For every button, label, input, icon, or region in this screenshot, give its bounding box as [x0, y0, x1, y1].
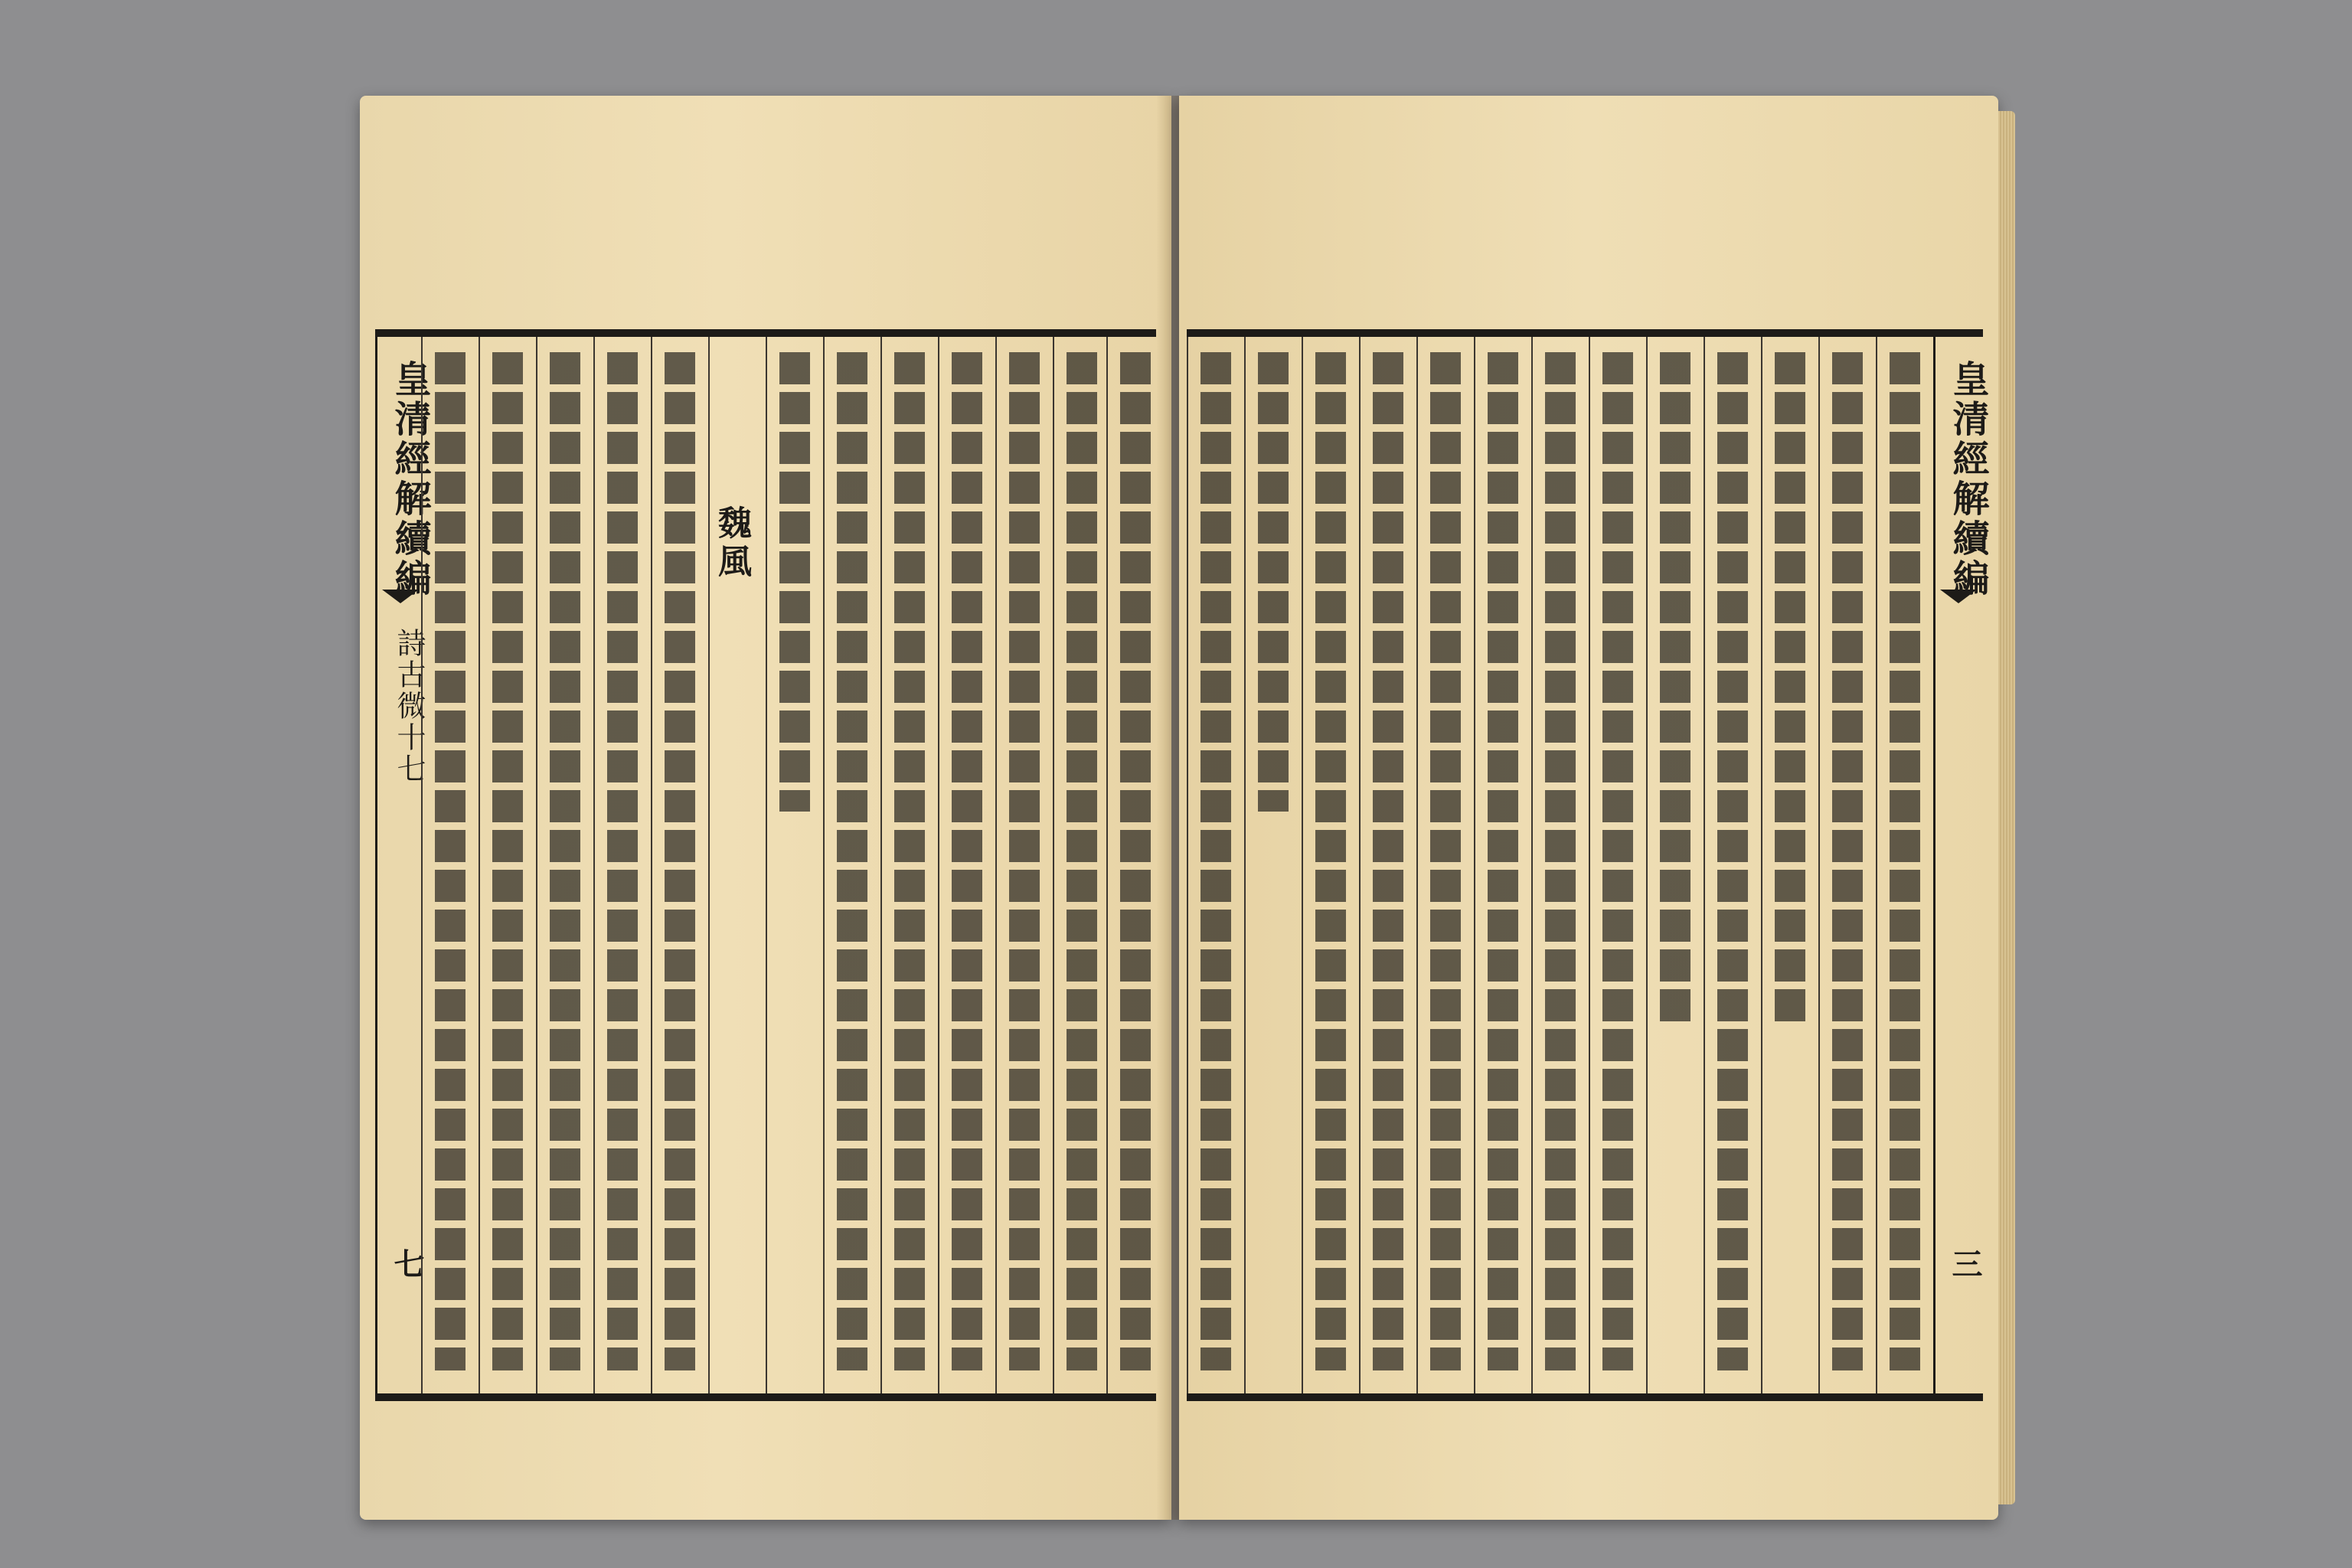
text-column	[1416, 337, 1472, 1393]
text-column	[766, 337, 821, 1393]
fish-tail-mark	[382, 590, 419, 603]
open-book	[360, 96, 1998, 1520]
text-column	[1818, 337, 1873, 1393]
text-column	[938, 337, 993, 1393]
text-column	[1106, 337, 1154, 1393]
text-column	[1646, 337, 1701, 1393]
left-page-number: 七	[389, 1248, 425, 1279]
text-column	[823, 337, 878, 1393]
left-center-strip	[375, 337, 431, 1393]
text-column	[1761, 337, 1816, 1393]
text-column	[1589, 337, 1644, 1393]
text-column	[1474, 337, 1529, 1393]
text-column	[708, 337, 763, 1393]
text-column	[1531, 337, 1586, 1393]
left-page	[360, 96, 1171, 1520]
text-column	[536, 337, 591, 1393]
text-column	[1302, 337, 1357, 1393]
text-column	[1876, 337, 1931, 1393]
text-column	[1704, 337, 1759, 1393]
text-column	[1359, 337, 1414, 1393]
fish-tail-mark	[1940, 590, 1977, 603]
left-text-frame	[375, 329, 1156, 1401]
text-column	[880, 337, 936, 1393]
left-folio: 詩古微十七	[392, 628, 426, 785]
text-column	[1244, 337, 1299, 1393]
right-text-frame	[1187, 329, 1989, 1401]
text-column	[651, 337, 706, 1393]
text-column	[1187, 337, 1242, 1393]
left-center-title: 皇清經解續編	[388, 360, 431, 599]
text-column	[421, 337, 476, 1393]
right-center-strip	[1933, 337, 1989, 1393]
page-edges	[1998, 111, 2015, 1504]
right-page-number: 三	[1947, 1248, 1983, 1279]
right-center-title: 皇清經解續編	[1946, 360, 1989, 599]
text-column	[1053, 337, 1108, 1393]
text-column	[479, 337, 534, 1393]
text-column	[593, 337, 648, 1393]
section-heading: 魏風	[712, 505, 751, 582]
text-column	[995, 337, 1050, 1393]
